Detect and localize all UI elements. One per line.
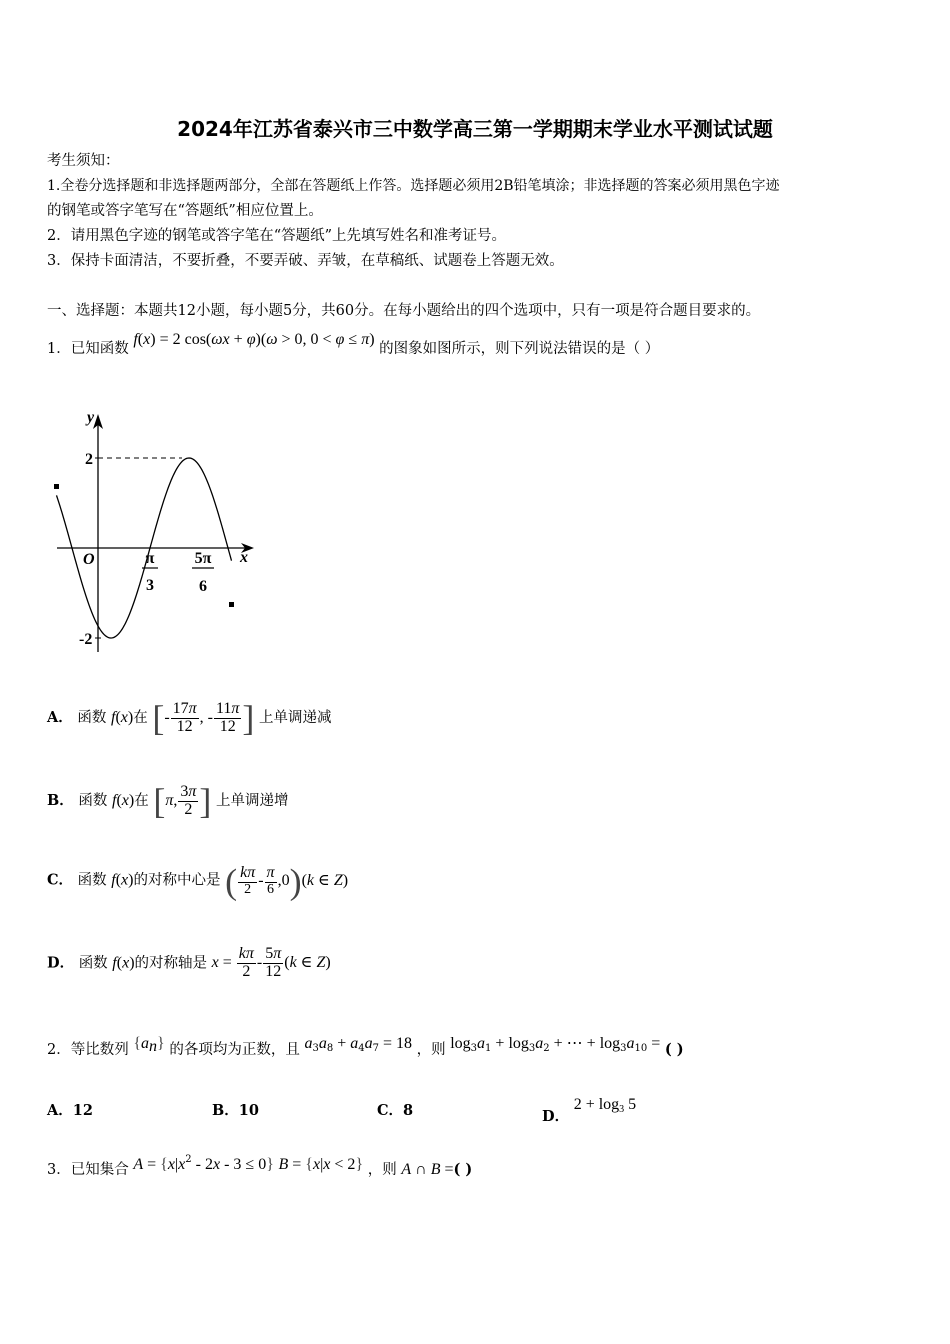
notice-heading: 考生须知：	[47, 153, 120, 169]
question-2-stem: 2．等比数列 $\{a_n\}$ 的各项均为正数，且 $a_3a_8 + a_4a_7 = 18$ ，则 $\log_3a_1 + \log_3a_2$ + ⋯ + $\log_3a_{10}$ = ( )	[47, 1035, 684, 1058]
question-2-option-d[interactable]: D． $2 + \log_3 5$	[542, 1096, 637, 1125]
question-1-suffix: 的图象如图所示，则下列说法错误的是（ ）	[379, 341, 660, 357]
q2-condition: $a_3a_8 + a_4a_7 = 18$	[304, 1035, 412, 1054]
notice-item-1-line-2: 的钢笔或答字笔写在“答题纸”相应位置上。	[47, 203, 323, 219]
origin-label: O	[83, 551, 95, 568]
curve-endpoint-right	[229, 602, 234, 607]
section-heading: 一、选择题：本题共12小题，每小题5分，共60分。在每小题给出的四个选项中，只有一项是符合题目要求的。	[47, 303, 761, 319]
notice-item-2: 2．请用黑色字迹的钢笔或答字笔在“答题纸”上先填写姓名和准考证号。	[47, 228, 507, 244]
option-b-interval: [π, $\frac{3\pi}{2}$ ]	[153, 781, 212, 821]
notice-item-1-line-1: 1.全卷分选择题和非选择题两部分，全部在答题纸上作答。选择题必须用2B铅笔填涂；非选择题的答案必须用黑色字迹	[47, 178, 780, 194]
question-2-option-c[interactable]: C．8	[377, 1102, 414, 1119]
y-axis-label: y	[87, 409, 95, 426]
option-d-value: $2 + \log_3 5$	[573, 1096, 637, 1115]
y-min-label: -2	[79, 631, 93, 648]
question-3-stem: 3．已知集合 $A = \{x|x^2 - 2x - 3 \le 0\} B = \{x|x < 2\}$ ，则 A ∩ B =( )	[47, 1154, 473, 1178]
question-1-graph	[45, 400, 265, 660]
set-a: $A = \{x|x^2 - 2x - 3 \le 0\}$	[133, 1154, 274, 1173]
set-b: B = {x|x < 2}	[278, 1156, 364, 1173]
y-max-label: 2	[85, 451, 93, 468]
tick-2-denominator: 6	[199, 578, 207, 595]
question-1-formula: f(x) = 2 cos(ωx + φ)(ω > 0, 0 < φ ≤ π)	[133, 331, 375, 348]
tick-2-numerator: 5π	[194, 550, 212, 567]
notice-item-3: 3．保持卡面清洁，不要折叠，不要弄破、弄皱，在草稿纸、试题卷上答题无效。	[47, 253, 564, 269]
option-c-center: ( $\frac{k\pi}{2}$ - $\frac{\pi}{6}$ ,0)(k ∈ Z)	[225, 861, 349, 901]
question-1-prefix: 1．已知函数	[47, 341, 129, 357]
question-1-option-a[interactable]: A． 函数 f(x)在 [- $\frac{17\pi}{12}$ , - $\frac{11\pi}{12}$ ] 上单调递减	[47, 698, 332, 738]
question-1-option-c[interactable]: C． 函数 f(x)的对称中心是 ( $\frac{k\pi}{2}$ - $\frac{\pi}{6}$ ,0)(k ∈ Z)	[47, 861, 349, 901]
option-d-label: D．	[47, 954, 75, 972]
question-2-option-b[interactable]: B．10	[212, 1102, 259, 1119]
option-d-axis: x = $\frac{k\pi}{2}$ - $\frac{5\pi}{12}$ (k ∈ Z)	[211, 945, 331, 980]
curve-endpoint-left	[54, 484, 59, 489]
option-a-label: A．	[47, 709, 73, 726]
question-2-option-a[interactable]: A．12	[47, 1102, 93, 1119]
x-axis-label: x	[240, 549, 248, 566]
question-1-option-d[interactable]: D． 函数 f(x)的对称轴是 x = $\frac{k\pi}{2}$ - $\frac{5\pi}{12}$ (k ∈ Z)	[47, 945, 331, 980]
page-title: 2024年江苏省泰兴市三中数学高三第一学期期末学业水平测试试题	[177, 117, 773, 141]
option-c-label: C．	[47, 871, 74, 889]
intersection-expr: A ∩ B =	[401, 1161, 454, 1178]
question-1-option-b[interactable]: B． 函数 f(x)在 [π, $\frac{3\pi}{2}$ ] 上单调递增	[47, 781, 289, 821]
option-b-label: B．	[47, 792, 74, 809]
question-1-stem	[47, 331, 660, 359]
tick-1-denominator: 3	[146, 577, 154, 594]
q2-expression: $\log_3a_1 + \log_3a_2$ + ⋯ + $\log_3a_{10}$ =	[450, 1035, 661, 1054]
sequence-notation: $\{a_n\}$	[133, 1035, 165, 1055]
tick-1-numerator: π	[145, 550, 155, 567]
option-a-interval: [- $\frac{17\pi}{12}$ , - $\frac{11\pi}{12}$ ]	[152, 698, 255, 738]
